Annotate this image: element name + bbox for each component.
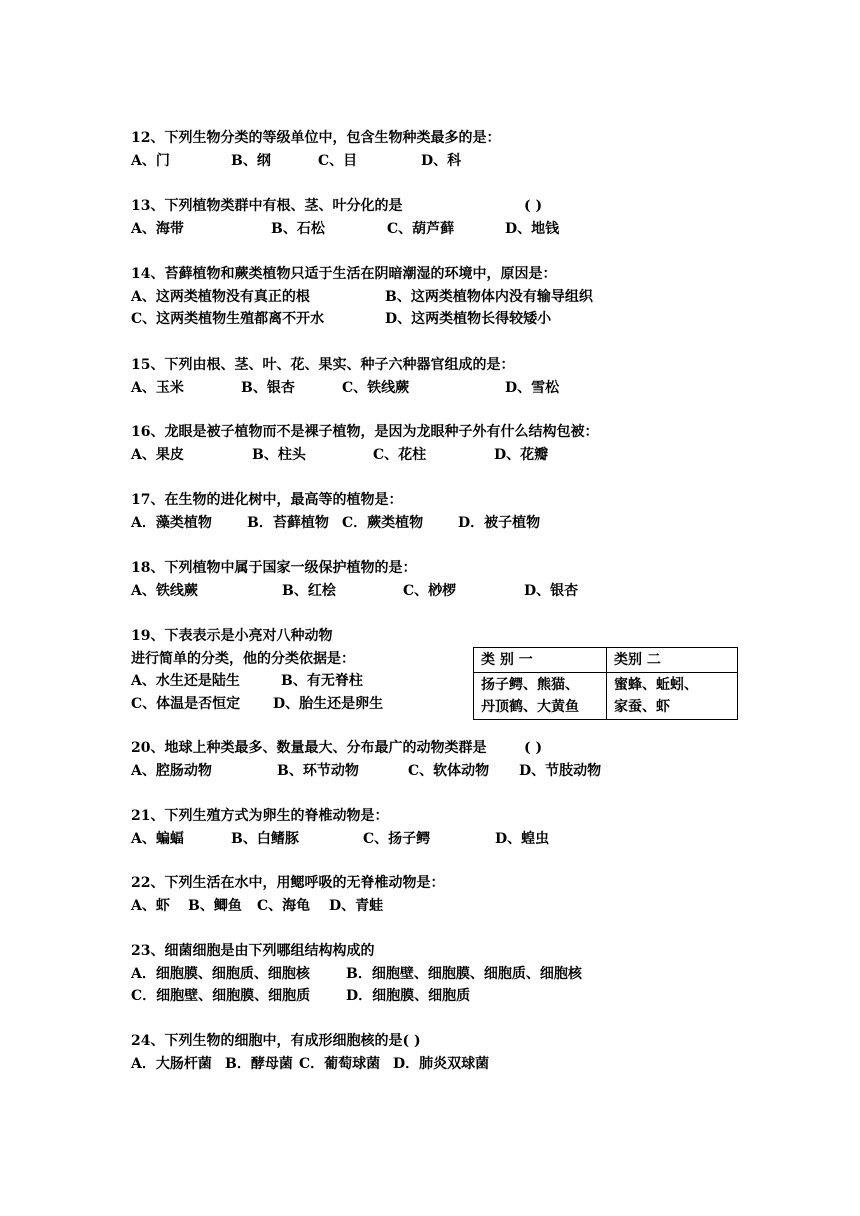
table-row (474, 673, 738, 720)
question-block (131, 421, 598, 466)
table-header-row (474, 648, 738, 673)
option-text: B、有无脊柱 (281, 673, 363, 689)
option-text: D、青蛙 (329, 897, 384, 914)
question-block (131, 489, 541, 534)
option-text: D、节肢动物 (519, 762, 602, 779)
question-stem (131, 127, 500, 150)
option-row (131, 580, 579, 603)
option-text: A、腔肠动物 (131, 762, 212, 779)
option-text: C、软体动物 (408, 762, 490, 779)
question-block (131, 872, 444, 917)
option-text: 进行简单的分类，他的分类依据是： (131, 650, 355, 667)
option-text: D、蝗虫 (495, 830, 550, 847)
option-row (131, 512, 541, 535)
option-row (131, 286, 593, 309)
option-row (131, 308, 556, 331)
option-text: B、纲 (231, 152, 271, 169)
option-text: B、环节动物 (277, 762, 359, 779)
option-row (131, 963, 582, 986)
option-text: A、玉米 (131, 379, 184, 396)
option-text: A、门 (131, 152, 170, 169)
question-stem (131, 557, 416, 580)
option-text: B．细胞壁、细胞膜、细胞质、细胞核 (346, 965, 582, 982)
question-stem (131, 737, 543, 760)
question-text: 14、苔藓植物和蕨类植物只适于生活在阴暗潮湿的环境中，原因是： (131, 266, 557, 282)
table-cell-line: 蜜蜂、蚯蚓、 (614, 677, 698, 693)
question-block (131, 263, 593, 331)
question-text: 13、下列植物类群中有根、茎、叶分化的是 (131, 198, 403, 214)
option-text: C、花柱 (373, 446, 427, 463)
question-block (131, 1030, 490, 1075)
table-header-cell: 类 别 一 (474, 648, 607, 673)
option-row (131, 218, 560, 241)
question-text: 18、下列植物中属于国家一级保护植物的是： (131, 560, 417, 576)
question-stem (131, 805, 388, 828)
table-cell-line: 丹顶鹤、大黄鱼 (481, 699, 579, 715)
option-text: D．肺炎双球菌 (393, 1055, 490, 1072)
option-text: B、石松 (271, 220, 325, 237)
option-text: B．酵母菌 (225, 1055, 293, 1072)
question-block (131, 625, 384, 715)
option-text: C、葫芦藓 (387, 220, 455, 237)
option-text: A、果皮 (131, 446, 184, 463)
question-block (131, 737, 602, 782)
question-text: 15、下列由根、茎、叶、花、果实、种子六种器官组成的是： (131, 357, 515, 373)
option-text: B、红桧 (282, 582, 336, 599)
option-row (131, 985, 471, 1008)
table-header-cell: 类别 二 (607, 648, 738, 673)
option-text: B、这两类植物体内没有输导组织 (385, 288, 593, 305)
option-text: B、柱头 (252, 446, 306, 463)
option-text: C、桫椤 (403, 582, 457, 599)
option-text: B、鲫鱼 (188, 897, 242, 914)
option-text: A．藻类植物 (131, 514, 212, 531)
question-text: 20、地球上种类最多、数量最大、分布最广的动物类群是 (131, 740, 487, 756)
table-cell-line: 家蚕、虾 (614, 699, 670, 715)
option-text: A．细胞膜、细胞质、细胞核 (131, 965, 310, 982)
option-text: C、体温是否恒定 (131, 695, 241, 712)
option-text: D．被子植物 (458, 514, 541, 531)
option-text: A．大肠杆菌 (131, 1055, 212, 1072)
option-text: A、海带 (131, 220, 184, 237)
question-block (131, 557, 579, 602)
option-text: C、目 (318, 152, 358, 169)
option-text: D．细胞膜、细胞质 (346, 988, 471, 1004)
table-cell-line: 扬子鳄、熊猫、 (481, 677, 579, 693)
question-block (131, 127, 500, 172)
option-text: A、铁线蕨 (131, 582, 198, 599)
question-text: 17、在生物的进化树中，最高等的植物是： (131, 492, 403, 508)
question-stem (131, 195, 543, 218)
option-text: C、海龟 (257, 897, 311, 914)
option-text: B．苔藓植物 (247, 514, 329, 531)
question-text: 21、下列生殖方式为卵生的脊椎动物是： (131, 808, 389, 824)
question-stem (131, 263, 556, 286)
option-text: B、银杏 (241, 379, 295, 396)
question-text: 12、下列生物分类的等级单位中，包含生物种类最多的是： (131, 130, 501, 146)
option-text: D、雪松 (505, 379, 560, 396)
option-text: D、科 (421, 152, 462, 169)
question-stem (131, 872, 444, 895)
option-row (131, 895, 444, 918)
question-text: 22、下列生活在水中，用鳃呼吸的无脊椎动物是： (131, 875, 445, 891)
option-text: A、水生还是陆生 (131, 673, 240, 689)
question-stem (131, 1030, 421, 1053)
table-cell (474, 673, 607, 720)
option-text: D、地钱 (505, 220, 560, 237)
question-stem (131, 421, 598, 444)
option-row (131, 444, 598, 467)
option-text: A、蝙蝠 (131, 830, 184, 847)
question-text: 19、下表表示是小亮对八种动物 (131, 628, 333, 644)
answer-blank: ( ) (524, 740, 543, 756)
answer-blank: ( ) (524, 198, 543, 214)
option-text: B、白鳍豚 (231, 830, 299, 847)
option-text: A、这两类植物没有真正的根 (131, 288, 310, 305)
option-text: D、胎生还是卵生 (273, 695, 384, 712)
question-text: 23、细菌细胞是由下列哪组结构构成的 (131, 943, 375, 959)
option-row (131, 377, 560, 400)
question-block (131, 805, 550, 850)
option-text: C．细胞壁、细胞膜、细胞质 (131, 988, 311, 1004)
option-text: C．葡萄球菌 (299, 1055, 381, 1072)
option-text: D、这两类植物长得较矮小 (385, 311, 552, 327)
classification-table (473, 647, 738, 720)
question-text: 24、下列生物的细胞中，有成形细胞核的是( ) (131, 1033, 421, 1049)
option-row (131, 150, 500, 173)
question-block (131, 354, 560, 399)
option-row (131, 760, 602, 783)
option-row (131, 693, 384, 716)
option-text: D、花瓣 (494, 446, 549, 463)
option-text: C、铁线蕨 (342, 379, 410, 396)
question-text: 16、龙眼是被子植物而不是裸子植物，是因为龙眼种子外有什么结构包被： (131, 424, 599, 440)
question-stem (131, 489, 402, 512)
option-text: C．蕨类植物 (342, 514, 424, 531)
option-row (131, 828, 550, 851)
option-row (131, 648, 355, 671)
question-block (131, 195, 560, 240)
question-stem (131, 940, 374, 963)
option-row (131, 1053, 490, 1076)
question-stem (131, 354, 514, 377)
option-text: A、虾 (131, 897, 170, 914)
option-row (131, 670, 363, 693)
option-text: C、这两类植物生殖都离不开水 (131, 311, 325, 327)
table-cell (607, 673, 738, 720)
option-text: D、银杏 (524, 582, 579, 599)
question-stem (131, 625, 332, 648)
option-text: C、扬子鳄 (363, 830, 431, 847)
question-block (131, 940, 582, 1008)
